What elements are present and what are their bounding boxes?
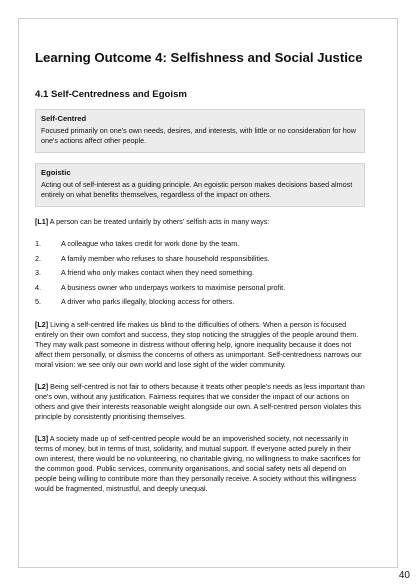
paragraph-text: A person can be treated unfairly by others' selfish acts in many ways:: [48, 217, 270, 226]
definition-box-egoistic: [35, 163, 365, 207]
examples-list: [35, 239, 365, 307]
list-item: [35, 268, 365, 278]
level-tag: [L2]: [35, 382, 49, 391]
list-item: [35, 254, 365, 264]
page-content: [35, 50, 365, 506]
definition-box-self-centred: [35, 109, 365, 153]
paragraph-text: Living a self-centred life makes us blind to the difficulties of others. When a person is focused entirely on their own comfort and success, they stop noticing the struggles of the people around them. They may walk past someone in distress without offering help, ignore inequality because it does not affect them personally, or dismiss the concerns of others as unimportant. Self-centredness narrows our moral vision: we see only our own world and lose sight of the wider community.: [35, 320, 362, 369]
level-tag: [L2]: [35, 320, 49, 329]
definition-text: Acting out of self-interest as a guiding principle. An egoistic person makes decisions based almost entirely on what benefits themselves, regardless of the impact on others.: [41, 180, 353, 199]
list-text: A driver who parks illegally, blocking access for others.: [61, 297, 235, 306]
section-heading: 4.1 Self-Centredness and Egoism: [35, 89, 187, 100]
list-text: A business owner who underpays workers to maximise personal profit.: [61, 282, 286, 292]
list-number: 5.: [35, 297, 41, 306]
list-number: 1.: [35, 239, 41, 248]
list-number: 3.: [35, 268, 41, 277]
level-tag: [L1]: [35, 217, 49, 226]
list-item: [35, 283, 365, 293]
paragraph-text: Being self-centred is not fair to others because it treats other people's needs as less important than one's own, without any justification. Fairness requires that we consider the impact of our actions on others and give their interests reasonable weight alongside our own. A self-centred person violates this principle by consistently prioritising themselves.: [35, 382, 365, 421]
list-item: [35, 297, 365, 307]
body-paragraph: [35, 434, 365, 494]
level-tag: [L3]: [35, 434, 49, 443]
list-text: A colleague who takes credit for work done by the team.: [61, 239, 240, 248]
definition-term: Self-Centred: [41, 114, 87, 123]
definition-text: Focused primarily on one's own needs, desires, and interests, with little or no consideration for how one's actions affect other people.: [41, 126, 356, 145]
body-paragraph: [35, 320, 365, 370]
body-paragraph: [35, 382, 365, 422]
list-number: 4.: [35, 282, 41, 292]
paragraph-text: A society made up of self-centred people would be an impoverished society, not necessarily in terms of money, but in terms of trust, solidarity, and mutual support. If everyone acted purely in their own interest, there would be no volunteering, no charitable giving, no willingness to make sacrifices for the common good. Public services, community organisations, and social safety nets all depend on people being willing to contribute more than they personally receive. A society without this willingness would be fragmented, mistrustful, and deeply unequal.: [35, 434, 361, 493]
list-text: A friend who only makes contact when they need something.: [61, 268, 254, 277]
list-item: [35, 239, 365, 249]
list-text: A family member who refuses to share household responsibilities.: [61, 253, 270, 263]
page-number: 40: [398, 570, 410, 581]
page-title: Learning Outcome 4: Selfishness and Social Justice: [35, 50, 363, 65]
list-number: 2.: [35, 253, 41, 263]
definition-term: Egoistic: [41, 168, 71, 177]
intro-paragraph: [35, 217, 365, 227]
